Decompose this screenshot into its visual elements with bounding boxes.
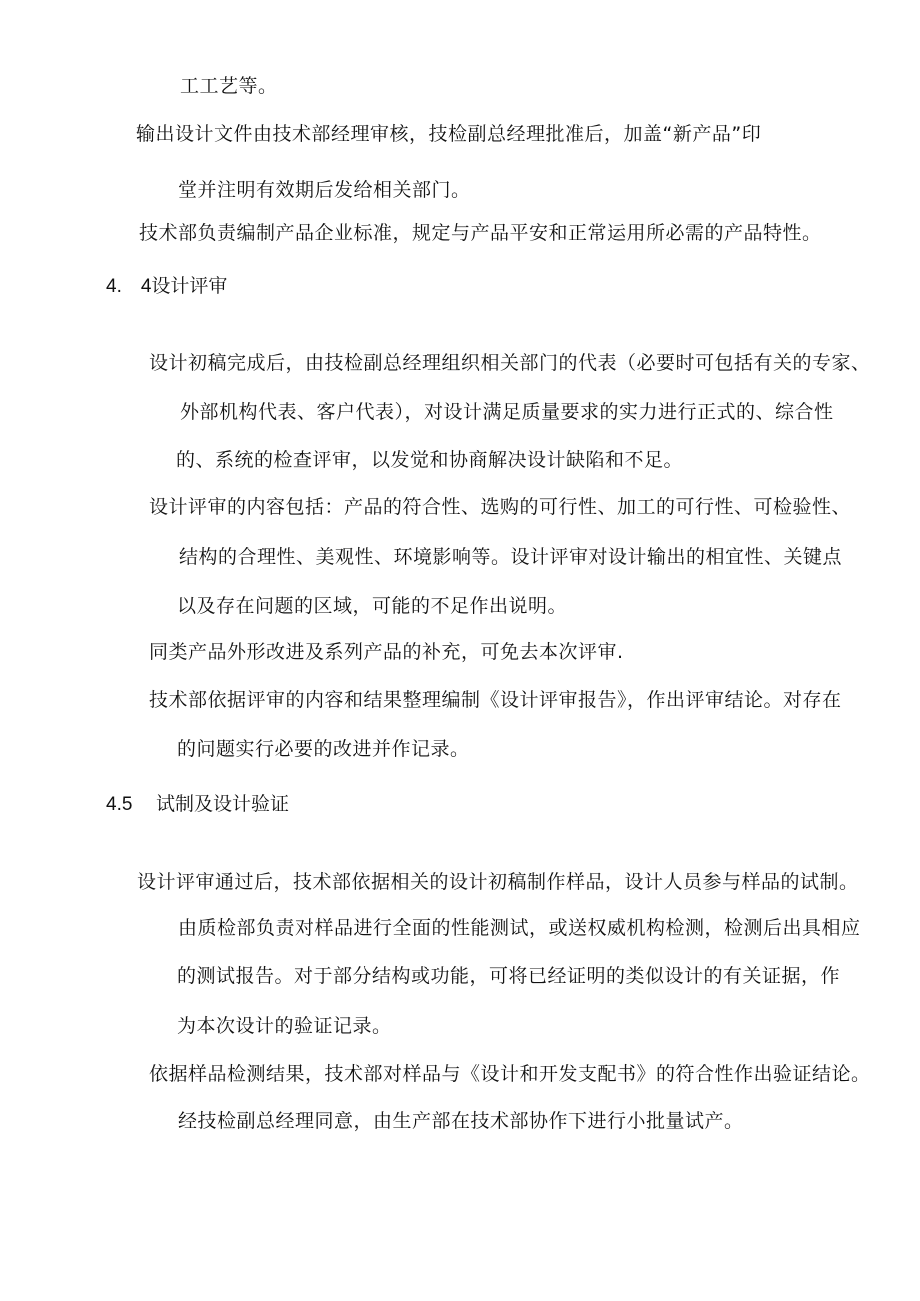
paragraph-line: 的问题实行必要的改进并作记录。 [177, 738, 470, 760]
paragraph-line: 外部机构代表、客户代表），对设计满足质量要求的实力进行正式的、综合性 [180, 401, 834, 423]
paragraph-line: 堂并注明有效期后发给相关部门。 [178, 179, 471, 201]
paragraph-line: 的、系统的检查评审，以发觉和协商解决设计缺陷和不足。 [176, 449, 684, 471]
section-title: 设计评审 [151, 275, 228, 297]
section-heading-4-4 [106, 274, 227, 299]
paragraph-line: 结构的合理性、美观性、环境影响等。设计评审对设计输出的相宜性、关键点 [179, 546, 843, 568]
paragraph-line: 设计评审通过后，技术部依据相关的设计初稿制作样品，设计人员参与样品的试制。 [137, 871, 859, 893]
paragraph-line: 由质检部负责对样品进行全面的性能测试，或送权威机构检测，检测后出具相应 [178, 917, 861, 939]
paragraph-line: 为本次设计的验证记录。 [177, 1015, 392, 1037]
paragraph-line: 工工艺等。 [180, 75, 278, 97]
paragraph-line: 技术部依据评审的内容和结果整理编制《设计评审报告》，作出评审结论。对存在 [149, 689, 842, 711]
section-title: 试制及设计验证 [156, 793, 290, 815]
paragraph-line: 同类产品外形改进及系列产品的补充，可免去本次评审. [149, 641, 624, 663]
paragraph-line: 依据样品检测结果，技术部对样品与《设计和开发支配书》的符合性作出验证结论。 [149, 1063, 871, 1085]
paragraph-line: 设计初稿完成后，由技检副总经理组织相关部门的代表（必要时可包括有关的专家、 [149, 352, 871, 374]
paragraph-line: 经技检副总经理同意，由生产部在技术部协作下进行小批量试产。 [178, 1110, 744, 1132]
paragraph-line: 技术部负责编制产品企业标准，规定与产品平安和正常运用所必需的产品特性。 [139, 222, 822, 244]
section-heading-4-5 [106, 792, 289, 817]
paragraph-line: 输出设计文件由技术部经理审核，技检副总经理批准后，加盖“新产品”印 [136, 123, 762, 145]
paragraph-line: 的测试报告。对于部分结构或功能，可将已经证明的类似设计的有关证据，作 [177, 965, 841, 987]
paragraph-line: 以及存在问题的区域，可能的不足作出说明。 [177, 595, 568, 617]
section-number: 4. 4 [106, 276, 152, 297]
paragraph-line: 设计评审的内容包括：产品的符合性、选购的可行性、加工的可行性、可检验性、 [149, 496, 852, 518]
section-number: 4.5 [106, 794, 133, 815]
